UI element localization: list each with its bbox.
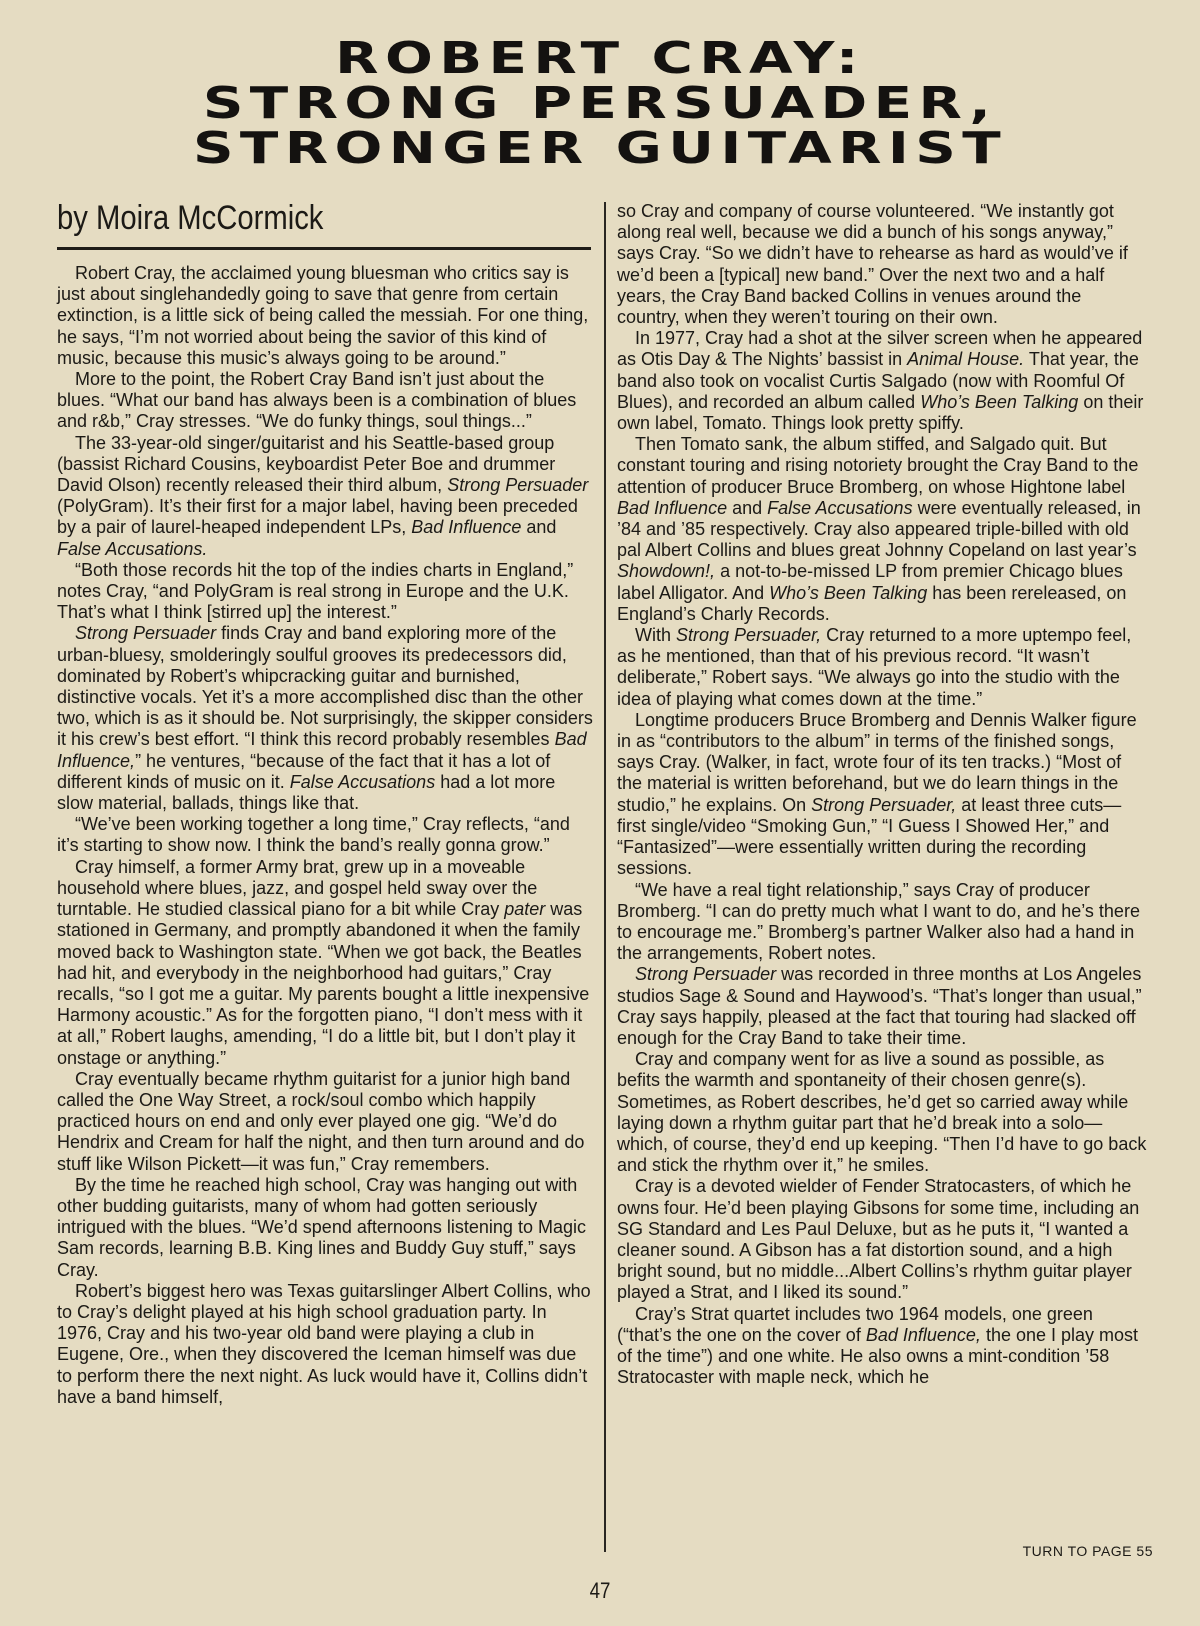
continued-on-page: TURN TO PAGE 55 xyxy=(1022,1543,1153,1559)
album-title: Strong Persuader xyxy=(447,475,589,496)
paragraph: Cray is a devoted wielder of Fender Stratocasters, of which he owns four. He’d been playing Gibsons for some time, including an SG Standard and Les Paul Deluxe, but as he puts it, “I wanted a cleaner sound. A Gibson has a fat distortion sound, and a high bright sound, but no middle...Albert Collins’s rhythm guitar player played a Strat, and I liked its sound.” xyxy=(617,1176,1140,1303)
paragraph: Cray eventually became rhythm guitarist for a junior high band called the One Way Street, a rock/soul combo which happily practiced hours on end and only ever played one gig. “We’d do Hendrix and Cream for half the night, and then turn around and do stuff like Wilson Pickett—it was fun,” Cray remembers. xyxy=(57,1068,585,1174)
headline-line-3: STRONGER GUITARIST xyxy=(192,123,1008,174)
byline: by Moira McCormick xyxy=(57,199,324,237)
album-title: Strong Persuader xyxy=(635,964,777,985)
paragraph: Cray himself, a former Army brat, grew up in a moveable household where blues, jazz, and gospel held sway over the turntable. He studied classical piano for a bit while Cray pater was stationed in Germany, and promptly abandoned it when the family moved back to Washington state. “When we got back, the Beatles had hit, and everybody in the neighborhood had guitars,” Cray recalls, “so I got me a guitar. My parents bought a little inexpensive Harmony acoustic.” As for the forgotten piano, “I don’t mess with it at all,” Robert laughs, amending, “I do a little bit, but I don’t play it onstage or anything.” xyxy=(57,856,590,1068)
paragraph: With Strong Persuader, Cray returned to a more uptempo feel, as he mentioned, than that of his previous record. “It wasn’t deliberate,” Robert says. “We always go into the studio with the idea of playing what comes down at the time.” xyxy=(617,625,1132,709)
album-title: Bad Influence xyxy=(411,517,522,538)
album-title: Bad Influence, xyxy=(57,729,587,771)
article-column-2 xyxy=(617,201,1147,1388)
paragraph: “We have a real tight relationship,” says Cray of producer Bromberg. “I can do pretty much what I want to do, and he’s there to encourage me.” Bromberg’s partner Walker also had a hand in the arrangements, Robert notes. xyxy=(617,879,1140,964)
album-title: False Accusations xyxy=(289,771,436,792)
paragraph: The 33-year-old singer/guitarist and his Seattle-based group (bassist Richard Cousins, keyboardist Peter Boe and drummer David Olson) recently released their third album, Strong Persuader (PolyGram). It’s their first for a major label, having been preceded by a pair of laurel-heaped independent LPs, Bad Influence and False Accusations. xyxy=(57,432,589,559)
paragraph: By the time he reached high school, Cray was hanging out with other budding guitarists, many of whom had gotten seriously intrigued with the blues. “We’d spend afternoons listening to Magic Sam records, learning B.B. King lines and Buddy Guy stuff,” says Cray. xyxy=(57,1174,586,1280)
paragraph: Then Tomato sank, the album stiffed, and Salgado quit. But constant touring and rising notoriety brought the Cray Band to the attention of producer Bruce Bromberg, on whose Hightone label Bad Influence and False Accusations were eventually released, in ’84 and ’85 respectively. Cray also appeared triple-billed with old pal Albert Collins and blues great Johnny Copeland on last year’s Showdown!, a not-to-be-missed LP from premier Chicago blues label Alligator. And Who’s Been Talking has been rereleased, on England’s Charly Records. xyxy=(617,434,1141,624)
paragraph: Cray and company went for as live a sound as possible, as befits the warmth and spontaneity of their chosen genre(s). Sometimes, as Robert describes, he’d get so carried away while laying down a rhythm guitar part that he’d break into a solo—which, of course, they’d end up keeping. “Then I’d have to go back and stick the rhythm over it,” he smiles. xyxy=(617,1049,1147,1176)
paragraph: Cray’s Strat quartet includes two 1964 models, one green (“that’s the one on the cover of Bad Influence, the one I play most of the time”) and one white. He also owns a mint-condition ’58 Stratocaster with maple neck, which he xyxy=(617,1303,1139,1388)
column-divider xyxy=(604,202,606,1552)
film-title: Animal House. xyxy=(907,349,1025,370)
article-column-1 xyxy=(57,263,593,1408)
album-title: Who’s Been Talking xyxy=(769,582,928,603)
album-title: Strong Persuader, xyxy=(811,794,957,815)
paragraph: In 1977, Cray had a shot at the silver screen when he appeared as Otis Day & The Nights’ bassist in Animal House. That year, the band also took on vocalist Curtis Salgado (now with Roomful Of Blues), and recorded an album called Who’s Been Talking on their own label, Tomato. Things look pretty spiffy. xyxy=(617,328,1144,434)
page-number: 47 xyxy=(589,1578,611,1603)
byline-rule xyxy=(57,247,591,250)
album-title: Bad Influence, xyxy=(865,1324,981,1345)
paragraph: Strong Persuader finds Cray and band exploring more of the urban-bluesy, smolderingly soulful grooves its predecessors did, dominated by Robert’s whipcracking guitar and burnished, distinctive vocals. Yet it’s a more accomplished disc than the other two, which is as it should be. Not surprisingly, the skipper considers it his crew’s best effort. “I think this record probably resembles Bad Influence,” he ventures, “because of the fact that it has a lot of different kinds of music on it. False Accusations had a lot more slow material, ballads, things like that. xyxy=(57,623,593,814)
album-title: False Accusations. xyxy=(57,538,208,559)
album-title: Bad Influence xyxy=(617,497,728,518)
paragraph: “Both those records hit the top of the indies charts in England,” notes Cray, “and PolyGram is real strong in Europe and the U.K. That’s what I think [stirred up] the interest.” xyxy=(57,559,574,623)
album-title: Strong Persuader xyxy=(75,623,217,644)
paragraph: Strong Persuader was recorded in three months at Los Angeles studios Sage & Sound and Haywood’s. “That’s longer than usual,” Cray says happily, pleased at the fact that touring had slacked off enough for the Cray Band to take their time. xyxy=(617,964,1142,1048)
album-title: Who’s Been Talking xyxy=(920,391,1079,412)
headline xyxy=(0,33,1200,174)
paragraph: Longtime producers Bruce Bromberg and Dennis Walker figure in as “contributors to the album” in terms of the finished songs, says Cray. (Walker, in fact, wrote four of its ten tracks.) “Most of the material is written beforehand, but we do learn things in the studio,” he explains. On Strong Persuader, at least three cuts—first single/video “Smoking Gun,” “I Guess I Showed Her,” and “Fantasized”—were essentially written during the recording sessions. xyxy=(617,709,1137,879)
album-title: Showdown!, xyxy=(617,561,716,582)
paragraph: “We’ve been working together a long time,” Cray reflects, “and it’s starting to show now. I think the band’s really gonna grow.” xyxy=(57,814,570,856)
headline-line-1: ROBERT CRAY: xyxy=(335,33,865,84)
paragraph: Robert’s biggest hero was Texas guitarslinger Albert Collins, who to Cray’s delight played at his high school graduation party. In 1976, Cray and his two-year old band were playing a club in Eugene, Ore., when they discovered the Iceman himself was due to perform there the next night. As luck would have it, Collins didn’t have a band himself, xyxy=(57,1280,591,1407)
paragraph: Robert Cray, the acclaimed young bluesman who critics say is just about singlehandedly going to save that genre from certain extinction, is a little sick of being called the messiah. For one thing, he says, “I’m not worried about being the savior of this kind of music, because this music’s always going to be around.” xyxy=(57,263,589,368)
headline-line-2: STRONG PERSUADER, xyxy=(202,78,998,129)
album-title: Strong Persuader, xyxy=(676,625,822,646)
paragraph: so Cray and company of course volunteered. “We instantly got along real well, because we did a bunch of his songs anyway,” says Cray. “So we didn’t have to rehearse as hard as would’ve if we’d been a [typical] new band.” Over the next two and a half years, the Cray Band backed Collins in venues around the country, when they weren’t touring on their own. xyxy=(617,201,1128,328)
album-title: False Accusations xyxy=(767,497,913,518)
paragraph: More to the point, the Robert Cray Band isn’t just about the blues. “What our band has always been is a combination of blues and r&b,” Cray stresses. “We do funky things, soul things...” xyxy=(57,369,577,432)
